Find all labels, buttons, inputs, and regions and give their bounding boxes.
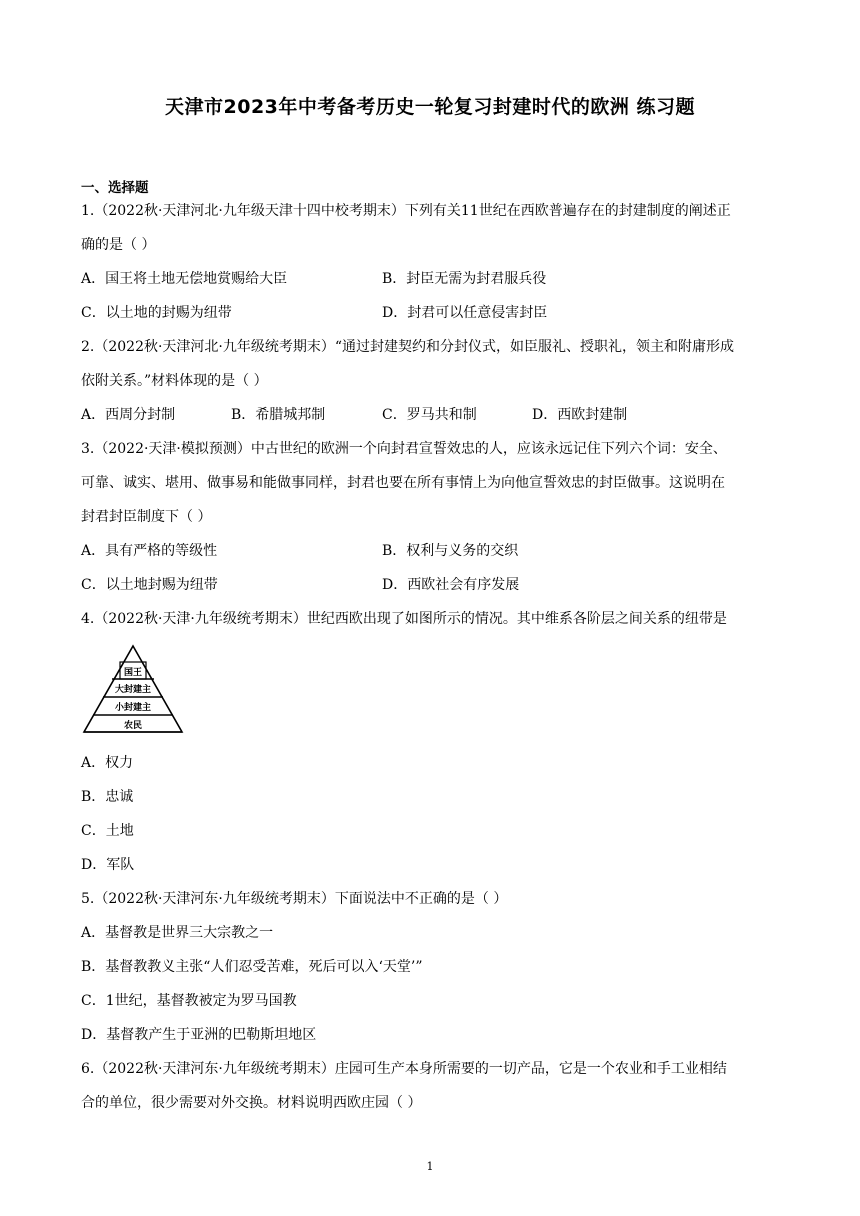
question-1-option-b: B．封臣无需为封君服兵役 xyxy=(382,271,547,287)
question-6-line-2: 合的单位，很少需要对外交换。材料说明西欧庄园（ ） xyxy=(81,1095,422,1111)
question-3-option-b: B．权利与义务的交织 xyxy=(382,543,519,559)
question-1-line-1: 1.（2022秋·天津河北·九年级天津十四中校考期末）下列有关11世纪在西欧普遍存在的封建制度的阐述正 xyxy=(81,203,731,219)
question-4-line-1: 4.（2022秋·天津·九年级统考期末）世纪西欧出现了如图所示的情况。其中维系各阶层之间关系的纽带是 xyxy=(81,611,727,627)
question-2-line-2: 依附关系。”材料体现的是（ ） xyxy=(81,373,268,389)
pyramid-tier-4: 农民 xyxy=(123,721,143,731)
question-1-option-c: C．以土地的封赐为纽带 xyxy=(81,305,232,321)
question-5-line-1: 5.（2022秋·天津河东·九年级统考期末）下面说法中不正确的是（ ） xyxy=(81,891,508,907)
question-5-option-d: D．基督教产生于亚洲的巴勒斯坦地区 xyxy=(81,1027,317,1043)
question-2-option-d: D．西欧封建制 xyxy=(532,407,628,423)
question-6-line-1: 6.（2022秋·天津河东·九年级统考期末）庄园可生产本身所需要的一切产品，它是一个农业和手工业相结 xyxy=(81,1061,727,1077)
question-4-option-b: B．忠诚 xyxy=(81,789,134,805)
question-5-option-c: C．1世纪，基督教被定为罗马国教 xyxy=(81,993,297,1009)
page-number: 1 xyxy=(426,1160,434,1173)
feudal-pyramid-figure xyxy=(81,644,185,736)
question-3-option-d: D．西欧社会有序发展 xyxy=(382,577,520,593)
question-4-option-d: D．军队 xyxy=(81,857,135,873)
page-title: 天津市2023年中考备考历史一轮复习封建时代的欧洲 练习题 xyxy=(165,96,695,118)
question-2-option-a: A．西周分封制 xyxy=(81,407,176,423)
question-2-line-1: 2.（2022秋·天津河北·九年级统考期末）“通过封建契约和分封仪式，如臣服礼、授职礼，领主和附庸形成 xyxy=(81,339,735,355)
question-5-option-a: A．基督教是世界三大宗教之一 xyxy=(81,925,274,941)
question-1-option-d: D．封君可以任意侵害封臣 xyxy=(382,305,548,321)
question-3-line-2: 可靠、诚实、堪用、做事易和能做事同样，封君也要在所有事情上为向他宣誓效忠的封臣做事。这说明在 xyxy=(81,475,725,491)
question-1-line-2: 确的是（ ） xyxy=(81,237,156,253)
section-heading: 一、选择题 xyxy=(81,180,149,196)
question-2-option-b: B．希腊城邦制 xyxy=(231,407,326,423)
question-2-option-c: C．罗马共和制 xyxy=(382,407,477,423)
question-4-option-a: A．权力 xyxy=(81,755,134,771)
question-3-line-3: 封君封臣制度下（ ） xyxy=(81,509,212,525)
question-3-option-c: C．以土地封赐为纽带 xyxy=(81,577,218,593)
pyramid-tier-1: 国王 xyxy=(123,668,143,678)
pyramid-tier-3: 小封建主 xyxy=(114,703,152,713)
question-3-option-a: A．具有严格的等级性 xyxy=(81,543,218,559)
question-1-option-a: A．国王将土地无偿地赏赐给大臣 xyxy=(81,271,288,287)
question-3-line-1: 3.（2022·天津·模拟预测）中古世纪的欧洲一个向封君宣誓效忠的人，应该永远记住下列六个词：安全、 xyxy=(81,441,727,457)
question-4-option-c: C．土地 xyxy=(81,823,134,839)
pyramid-tier-2: 大封建主 xyxy=(114,685,152,695)
question-5-option-b: B．基督教教义主张“人们忍受苦难，死后可以入‘天堂’” xyxy=(81,959,423,975)
